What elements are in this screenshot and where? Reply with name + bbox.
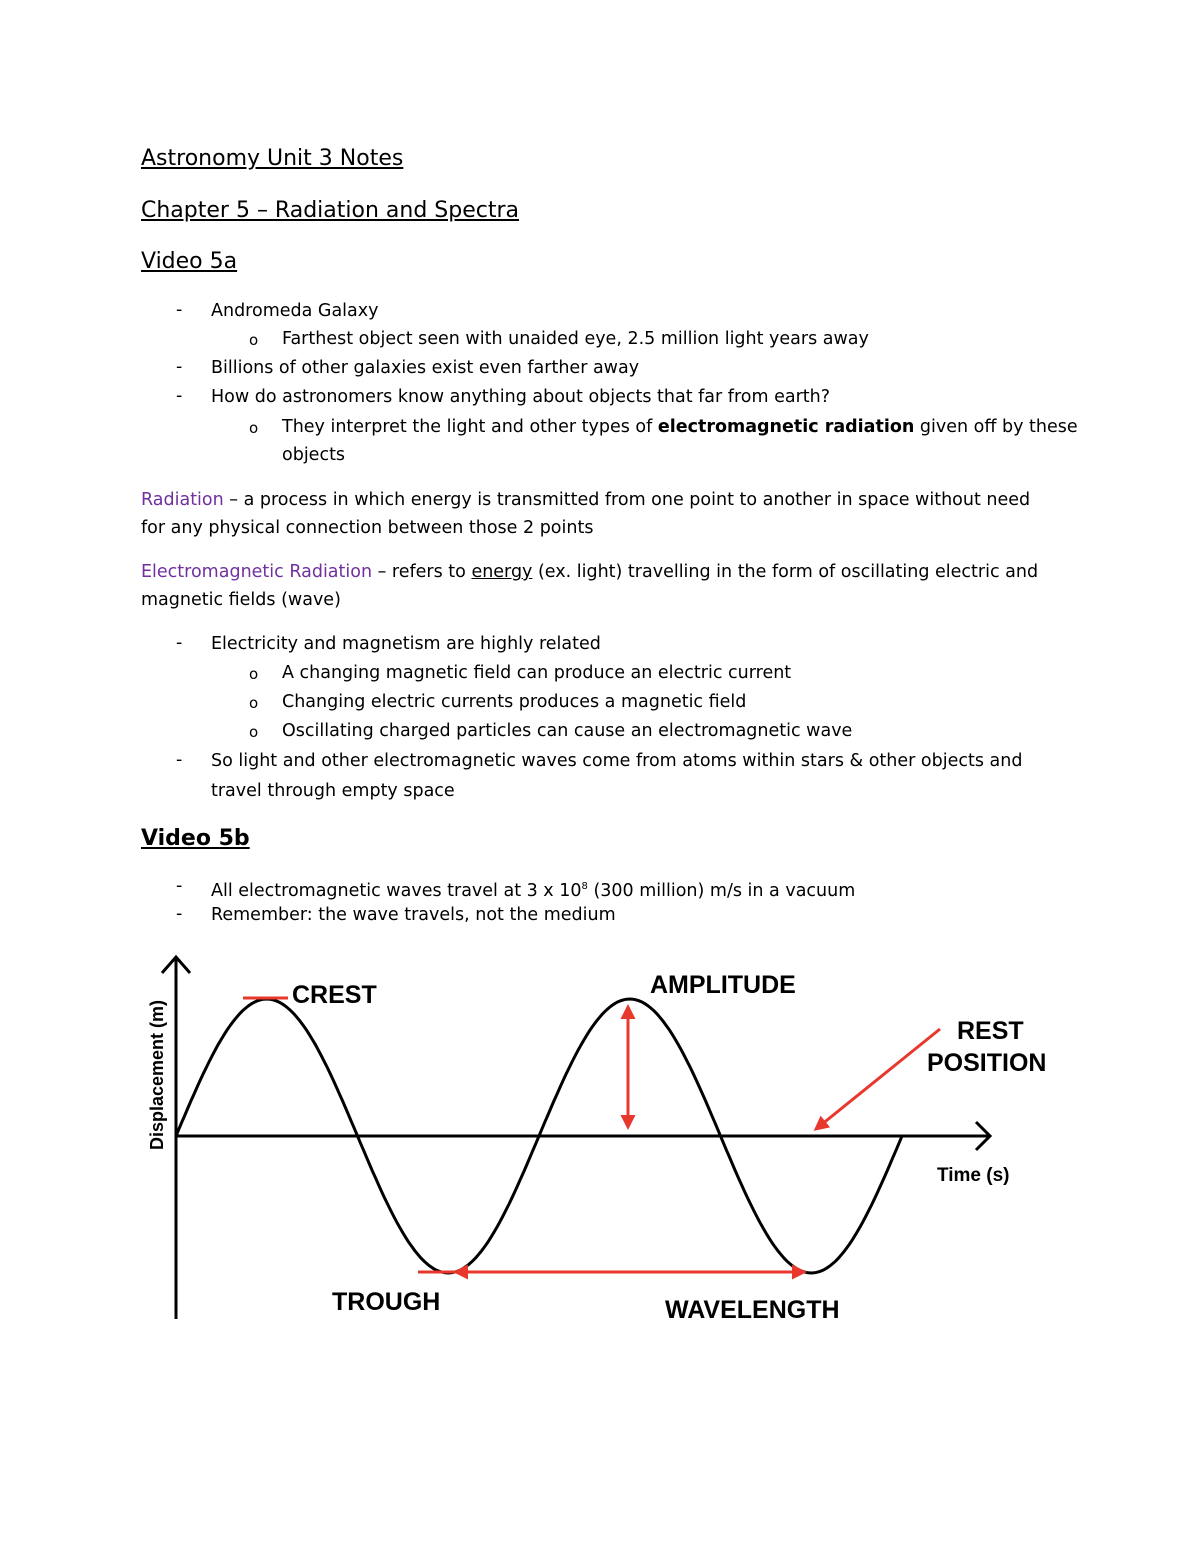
amplitude-label: AMPLITUDE xyxy=(650,971,796,999)
sub-list-item: They interpret the light and other types of electromagnetic radiation given off by these xyxy=(282,417,1078,437)
emphasis-term: electromagnetic radiation xyxy=(657,417,915,437)
position-label: POSITION xyxy=(927,1049,1047,1077)
sub-bullet-marker: o xyxy=(249,419,259,437)
chapter-heading: Chapter 5 – Radiation and Spectra xyxy=(141,198,520,223)
x-axis-label: Time (s) xyxy=(937,1165,1010,1186)
rest-position-arrow xyxy=(816,1029,940,1129)
em-radiation-definition-continued: magnetic fields (wave) xyxy=(141,590,341,610)
list-item: All electromagnetic waves travel at 3 x $10^8$ (300 million) m/s in a vacuum xyxy=(211,880,856,901)
defined-term: Radiation xyxy=(141,490,224,510)
bullet-dash: - xyxy=(176,633,183,653)
crest-label: CREST xyxy=(292,981,377,1009)
video-5b-heading: Video 5b xyxy=(141,826,250,851)
list-item: Remember: the wave travels, not the medium xyxy=(211,905,616,925)
page-title: Astronomy Unit 3 Notes xyxy=(141,146,404,171)
wave-diagram xyxy=(140,945,1060,1330)
sub-bullet-marker: o xyxy=(249,694,259,712)
wavelength-label: WAVELENGTH xyxy=(665,1296,840,1324)
bullet-dash: - xyxy=(176,750,183,770)
sub-list-item: Oscillating charged particles can cause an electromagnetic wave xyxy=(282,721,853,741)
rest-label: REST xyxy=(957,1017,1024,1045)
sub-list-item: A changing magnetic field can produce an electric current xyxy=(282,663,792,683)
exponent: 8 xyxy=(581,881,588,892)
video-5a-heading: Video 5a xyxy=(141,249,238,274)
list-item: Electricity and magnetism are highly related xyxy=(211,634,601,654)
list-item: Andromeda Galaxy xyxy=(211,301,379,321)
y-axis-label: Displacement (m) xyxy=(147,999,167,1150)
trough-label: TROUGH xyxy=(332,1288,441,1316)
sub-bullet-marker: o xyxy=(249,723,259,741)
bullet-dash: - xyxy=(176,357,183,377)
sub-bullet-marker: o xyxy=(249,665,259,683)
underlined-term: energy xyxy=(471,562,533,582)
sub-list-item-continued: objects xyxy=(282,445,346,465)
bullet-dash: - xyxy=(176,386,183,406)
sub-bullet-marker: o xyxy=(249,331,259,349)
bullet-dash: - xyxy=(176,904,183,924)
list-item: Billions of other galaxies exist even farther away xyxy=(211,358,640,378)
bullet-dash: - xyxy=(176,300,183,320)
list-item-continued: travel through empty space xyxy=(211,781,455,801)
radiation-definition-continued: for any physical connection between those 2 points xyxy=(141,518,594,538)
radiation-definition: Radiation – a process in which energy is transmitted from one point to another in space without need xyxy=(141,490,1031,510)
list-item: So light and other electromagnetic waves come from atoms within stars & other objects and xyxy=(211,751,1023,771)
bullet-dash: - xyxy=(176,876,183,896)
list-item: How do astronomers know anything about objects that far from earth? xyxy=(211,387,831,407)
em-radiation-definition: Electromagnetic Radiation – refers to energy (ex. light) travelling in the form of oscillating electric and xyxy=(141,562,1039,582)
defined-term: Electromagnetic Radiation xyxy=(141,562,373,582)
sub-list-item: Changing electric currents produces a magnetic field xyxy=(282,692,747,712)
sub-list-item: Farthest object seen with unaided eye, 2.5 million light years away xyxy=(282,329,869,349)
